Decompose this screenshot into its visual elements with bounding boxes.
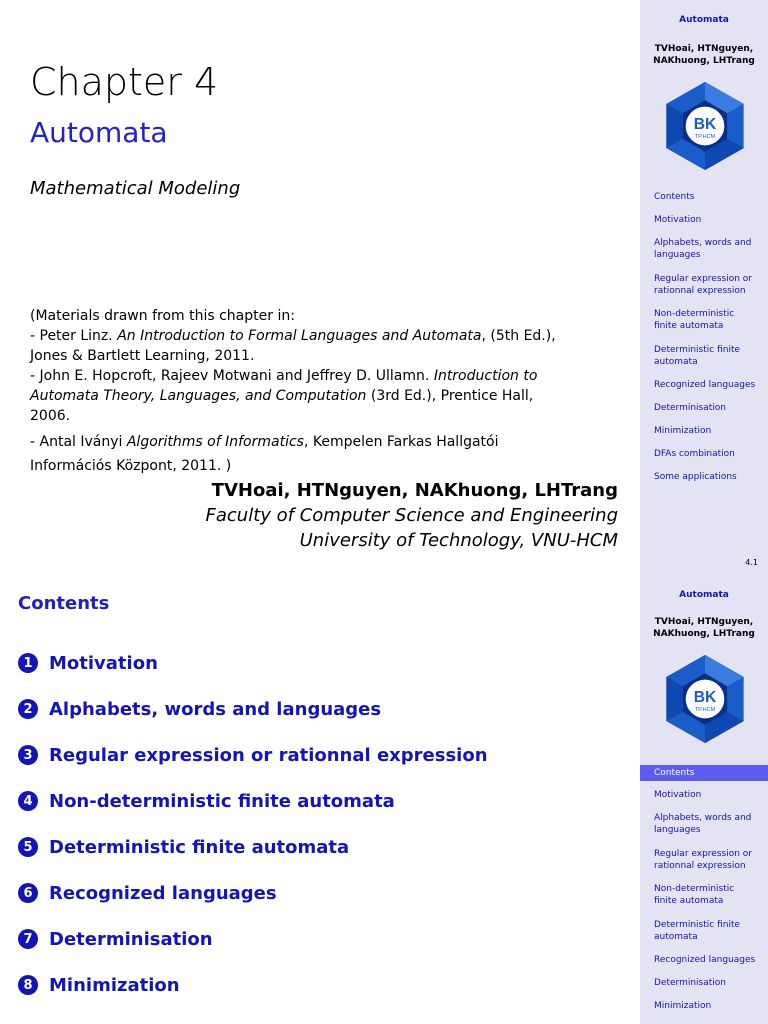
ref-hopcroft-year: [30, 406, 70, 426]
sidebar-authors: [640, 43, 768, 67]
logo-subtext: TP.HCM: [694, 706, 716, 713]
sidebar-item-label: Minimization: [654, 426, 712, 436]
number-badge-icon: 5: [18, 837, 38, 857]
sidebar-item-label-2: automata: [654, 932, 698, 942]
contents-heading: Contents: [18, 593, 110, 614]
ref-linz-title: An Introduction to Formal Languages and Automata: [117, 328, 482, 344]
chapter-title: Chapter 4: [30, 60, 219, 104]
sidebar-item-label-2: rationnal expression: [654, 861, 746, 871]
ref-linz-edition: , (5th Ed.),: [481, 328, 556, 344]
sidebar-item-label: Regular expression or: [654, 274, 752, 284]
contents-item-label: Deterministic finite automata: [49, 836, 350, 858]
contents-slide: [0, 575, 768, 1024]
contents-item-alphabets[interactable]: [18, 697, 381, 721]
sidebar-item-label: Recognized languages: [654, 955, 756, 965]
ref-linz-author: - Peter Linz.: [30, 328, 118, 344]
sidebar-item-regular-expression[interactable]: [654, 273, 764, 297]
ref-linz: [30, 326, 556, 346]
ref-hopcroft-cont: [30, 386, 533, 406]
sidebar-item-dfa[interactable]: [654, 344, 764, 368]
sidebar-item-some-applications[interactable]: [654, 471, 764, 483]
contents-item-label: Motivation: [49, 652, 158, 674]
contents-item-label: Non-deterministic finite automata: [49, 790, 395, 812]
sidebar-item-label: Determinisation: [654, 403, 726, 413]
sidebar-item-dfas-combination[interactable]: [654, 448, 764, 460]
sidebar-item-label: Alphabets, words and: [654, 238, 752, 248]
sidebar-item-motivation[interactable]: [654, 214, 764, 226]
contents-item-label: Regular expression or rationnal expression: [49, 744, 488, 766]
sidebar-item-nfa[interactable]: [654, 883, 764, 907]
sidebar: [640, 575, 768, 1024]
contents-item-recognized-languages[interactable]: [18, 881, 277, 905]
sidebar-item-motivation[interactable]: [654, 789, 764, 801]
sidebar-authors-line2: NAKhuong, LHTrang: [653, 56, 755, 66]
materials-intro: [30, 306, 295, 326]
ref-ivanyi-cont: [30, 456, 231, 476]
sidebar-item-regular-expression[interactable]: [654, 848, 764, 872]
sidebar-item-minimization[interactable]: [654, 425, 764, 437]
sidebar-item-alphabets[interactable]: [654, 812, 764, 836]
contents-item-dfa[interactable]: [18, 835, 349, 859]
slide-subtitle: Automata: [30, 116, 168, 149]
bk-logo-icon: [659, 653, 751, 745]
ref-hopcroft-publisher: (3rd Ed.), Prentice Hall,: [366, 388, 534, 404]
sidebar-item-alphabets[interactable]: [654, 237, 764, 261]
contents-item-determinisation[interactable]: [18, 927, 213, 951]
sidebar-item-label: Motivation: [654, 215, 702, 225]
ref-hopcroft: [30, 366, 537, 386]
sidebar-item-minimization[interactable]: [654, 1000, 764, 1012]
ref-ivanyi-title: Algorithms of Informatics: [126, 434, 304, 450]
ref-ivanyi-author: - Antal Iványi: [30, 434, 127, 450]
faculty: Faculty of Computer Science and Engineering: [205, 505, 618, 526]
sidebar-item-determinisation[interactable]: [654, 402, 764, 414]
sidebar-item-dfa[interactable]: [654, 919, 764, 943]
sidebar-item-label: Motivation: [654, 790, 702, 800]
contents-item-label: Determinisation: [49, 928, 213, 950]
contents-item-nfa[interactable]: [18, 789, 395, 813]
sidebar-authors: [640, 616, 768, 640]
contents-item-label: Minimization: [49, 974, 180, 996]
sidebar-item-label: Regular expression or: [654, 849, 752, 859]
number-badge-icon: 4: [18, 791, 38, 811]
sidebar-item-label: Alphabets, words and: [654, 813, 752, 823]
sidebar-item-label: DFAs combination: [654, 449, 735, 459]
ref-hopcroft-title-1: Introduction to: [433, 368, 538, 384]
ref-hopcroft-author: - John E. Hopcroft, Rajeev Motwani and Jeffrey D. Ullamn.: [30, 368, 434, 384]
ref-linz-publisher-text: Jones & Bartlett Learning, 2011.: [30, 348, 255, 364]
sidebar-authors-line2: NAKhuong, LHTrang: [653, 629, 755, 639]
ref-hopcroft-title-2: Automata Theory, Languages, and Computation: [30, 388, 367, 404]
contents-item-motivation[interactable]: [18, 651, 158, 675]
sidebar-item-nfa[interactable]: [654, 308, 764, 332]
contents-item-minimization[interactable]: [18, 973, 180, 997]
ref-hopcroft-year-text: 2006.: [30, 408, 71, 424]
sidebar-item-label-2: automata: [654, 357, 698, 367]
logo-text: BK: [693, 115, 717, 133]
sidebar-item-label: Non-deterministic: [654, 309, 735, 319]
sidebar-item-label-2: languages: [654, 825, 701, 835]
ref-linz-publisher: [30, 346, 254, 366]
sidebar-authors-line1: TVHoai, HTNguyen,: [654, 617, 754, 627]
sidebar-item-contents[interactable]: [640, 765, 768, 781]
ref-ivanyi-publisher: , Kempelen Farkas Hallgatói: [303, 434, 499, 450]
number-badge-icon: 6: [18, 883, 38, 903]
contents-item-label: Recognized languages: [49, 882, 277, 904]
logo-subtext: TP.HCM: [694, 133, 716, 140]
ref-ivanyi: [30, 432, 499, 452]
contents-item-regular-expression[interactable]: [18, 743, 488, 767]
sidebar-item-label: Determinisation: [654, 978, 726, 988]
sidebar-item-contents[interactable]: [654, 191, 764, 203]
sidebar-item-label: Minimization: [654, 1001, 712, 1011]
number-badge-icon: 3: [18, 745, 38, 765]
sidebar-item-label-2: finite automata: [654, 321, 724, 331]
number-badge-icon: 1: [18, 653, 38, 673]
sidebar-item-label-2: rationnal expression: [654, 286, 746, 296]
sidebar-item-label-2: finite automata: [654, 896, 724, 906]
sidebar-item-label: Non-deterministic: [654, 884, 735, 894]
bk-logo-icon: [659, 80, 751, 172]
sidebar-item-recognized-languages[interactable]: [654, 379, 764, 391]
contents-item-label: Alphabets, words and languages: [49, 698, 382, 720]
sidebar-item-label: Contents: [654, 768, 695, 778]
university: University of Technology, VNU-HCM: [299, 530, 618, 551]
sidebar-item-label: Recognized languages: [654, 380, 756, 390]
materials-intro-text: (Materials drawn from this chapter in:: [30, 308, 295, 324]
sidebar-item-determinisation[interactable]: [654, 977, 764, 989]
sidebar-title[interactable]: Automata: [679, 15, 729, 25]
sidebar-item-label: Some applications: [654, 472, 737, 482]
ref-ivanyi-publisher-2: Információs Központ, 2011. ): [30, 458, 232, 474]
sidebar-item-label-2: languages: [654, 250, 701, 260]
contents-slide-main: [0, 575, 640, 1024]
sidebar-item-recognized-languages[interactable]: [654, 954, 764, 966]
sidebar-item-label: Deterministic finite: [654, 345, 741, 355]
logo-text: BK: [693, 688, 717, 706]
number-badge-icon: 7: [18, 929, 38, 949]
sidebar-title[interactable]: Automata: [679, 590, 729, 600]
sidebar-item-label: Contents: [654, 192, 695, 202]
course-name: Mathematical Modeling: [30, 178, 241, 199]
sidebar-authors-line1: TVHoai, HTNguyen,: [654, 44, 754, 54]
authors: TVHoai, HTNguyen, NAKhuong, LHTrang: [211, 480, 618, 501]
title-slide-main: [0, 0, 640, 575]
sidebar-item-label: Deterministic finite: [654, 920, 741, 930]
page-number: 4.1: [745, 558, 758, 567]
number-badge-icon: 2: [18, 699, 38, 719]
sidebar: [640, 0, 768, 575]
number-badge-icon: 8: [18, 975, 38, 995]
